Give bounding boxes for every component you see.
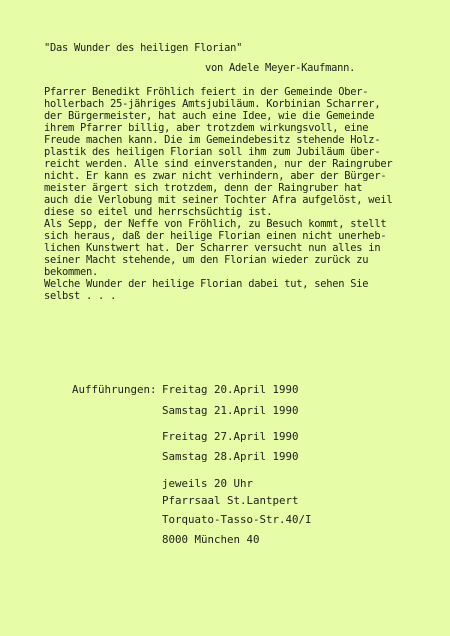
performance-date: Samstag 21.April 1990 [162, 404, 299, 417]
body-line: hollerbach 25-jähriges Amtsjubiläum. Korbinian Scharrer, [44, 98, 381, 110]
body-line: plastik des heiligen Florian soll ihm zum Jubiläum über- [44, 146, 381, 158]
performance-date: Samstag 28.April 1990 [162, 450, 299, 463]
body-line: lichen Kunstwert hat. Der Scharrer versucht nun alles in [44, 242, 381, 254]
body-line: diese so eitel und herrschsüchtig ist. [44, 206, 273, 218]
venue-city: 8000 München 40 [162, 533, 260, 546]
body-line: auch die Verlobung mit seiner Tochter Afra aufgelöst, weil [44, 194, 393, 206]
body-line: meister ärgert sich trotzdem, denn der Raingruber hat [44, 182, 363, 194]
performance-date: Freitag 20.April 1990 [162, 383, 299, 396]
performance-date: Freitag 27.April 1990 [162, 430, 299, 443]
body-line: selbst . . . [44, 290, 117, 302]
body-line: Als Sepp, der Neffe von Fröhlich, zu Besuch kommt, stellt [44, 218, 387, 230]
body-line: bekommen. [44, 266, 99, 278]
synopsis [44, 86, 392, 302]
body-line: der Bürgermeister, hat auch eine Idee, wie die Gemeinde [44, 110, 375, 122]
body-line: seiner Macht stehende, um den Florian wieder zurück zu [44, 254, 369, 266]
performances-label: Aufführungen: [72, 383, 157, 396]
body-line: Pfarrer Benedikt Fröhlich feiert in der Gemeinde Ober- [44, 86, 369, 98]
document-title: "Das Wunder des heiligen Florian" [44, 42, 243, 54]
venue-street: Torquato-Tasso-Str.40/I [162, 513, 312, 526]
body-line: reicht werden. Alle sind einverstanden, nur der Raingruber [44, 158, 393, 170]
body-line: Welche Wunder der heilige Florian dabei tut, sehen Sie [44, 278, 369, 290]
body-line: nicht. Er kann es zwar nicht verhindern, aber der Bürger- [44, 170, 387, 182]
venue-name: Pfarrsaal St.Lantpert [162, 494, 299, 507]
performance-time: jeweils 20 Uhr [162, 477, 254, 490]
body-line: ihrem Pfarrer billig, aber trotzdem wirkungsvoll, eine [44, 122, 369, 134]
body-line: sich heraus, daß der heilige Florian einen nicht unerheb- [44, 230, 387, 242]
author-line: von Adele Meyer-Kaufmann. [205, 62, 356, 74]
body-line: Freude machen kann. Die im Gemeindebesitz stehende Holz- [44, 134, 381, 146]
